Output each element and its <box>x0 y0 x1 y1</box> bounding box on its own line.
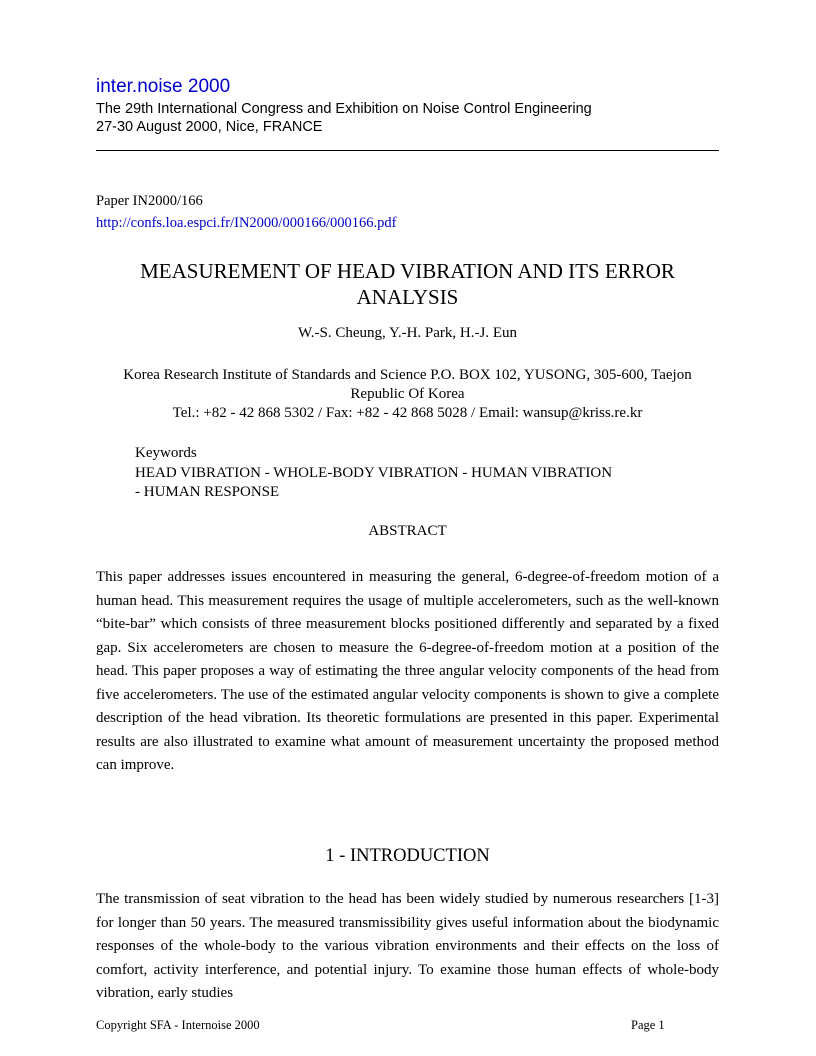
keywords-heading: Keywords <box>135 445 197 461</box>
abstract-text: This paper addresses issues encountered in measuring the general, 6-degree-of-freedom motion of a human head. This measurement requires the usage of multiple accelerometers, such as the well-known “bite-bar” which consists of three measurement blocks positioned differently and separated by a fixed gap. Six accelerometers are chosen to measure the 6-degree-of-freedom motion at a position of the head. This paper proposes a way of estimating the three angular velocity components of the head from five accelerometers. The use of the estimated angular velocity components is shown to give a complete description of the head vibration. Its theoretic formulations are presented in this paper. Experimental results are also illustrated to examine what amount of measurement uncertainty the proposed method can improve. <box>96 569 719 773</box>
paper-title: MEASUREMENT OF HEAD VIBRATION AND ITS ERROR ANALYSIS <box>140 259 675 309</box>
affiliation: Korea Research Institute of Standards and Science P.O. BOX 102, YUSONG, 305-600, Taejon Republic Of Korea <box>123 367 692 402</box>
footer-page-number: Page 1 <box>631 1018 665 1032</box>
contact-info: Tel.: +82 - 42 868 5302 / Fax: +82 - 42 868 5028 / Email: wansup@kriss.re.kr <box>172 405 643 421</box>
abstract-heading: ABSTRACT <box>368 523 447 539</box>
header-divider <box>96 150 719 151</box>
footer-copyright: Copyright SFA - Internoise 2000 <box>96 1018 260 1032</box>
conference-dates: 27-30 August 2000, Nice, FRANCE <box>96 119 323 135</box>
conference-name: inter.noise 2000 <box>96 76 231 97</box>
authors: W.-S. Cheung, Y.-H. Park, H.-J. Eun <box>297 325 518 341</box>
paper-url-link[interactable]: http://confs.loa.espci.fr/IN2000/000166/000166.pdf <box>96 215 397 231</box>
paper-id: Paper IN2000/166 <box>96 193 203 209</box>
introduction-text: The transmission of seat vibration to the head has been widely studied by numerous researchers [1-3] for longer than 50 years. The measured transmissibility gives useful information about the biodynamic responses of the whole-body to the various vibration environments and their effects on the loss of comfort, activity interference, and potential injury. To examine those human effects of whole-body vibration, early studies <box>96 891 719 1001</box>
introduction-heading: 1 - INTRODUCTION <box>325 846 490 866</box>
conference-subtitle: The 29th International Congress and Exhibition on Noise Control Engineering <box>96 101 592 117</box>
keywords-text: HEAD VIBRATION - WHOLE-BODY VIBRATION - HUMAN VIBRATION - HUMAN RESPONSE <box>135 465 613 500</box>
